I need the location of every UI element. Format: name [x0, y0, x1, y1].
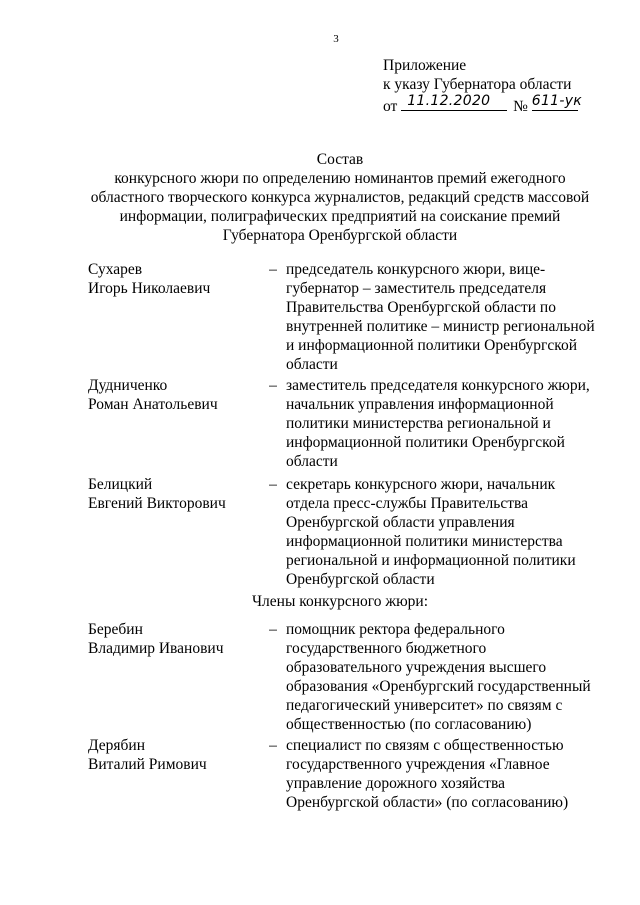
duty-line: Правительства Оренбургской области по	[286, 299, 556, 316]
duty-line: общественностью (по согласованию)	[286, 716, 532, 733]
duty-line: начальник управления информационной	[286, 396, 554, 413]
appendix-date-number-line	[383, 94, 623, 113]
duty-line: области	[286, 453, 338, 470]
appendix-decree-reference: к указу Губернатора области	[383, 76, 572, 93]
given-names: Роман Анатольевич	[88, 396, 218, 413]
duty-line: государственного бюджетного	[286, 640, 487, 657]
duty-description	[286, 620, 596, 734]
given-names: Владимир Иванович	[88, 640, 224, 657]
given-names: Евгений Викторович	[88, 495, 226, 512]
duty-line: помощник ректора федерального	[286, 621, 505, 638]
surname: Белицкий	[88, 476, 153, 493]
duty-description	[286, 475, 596, 589]
duty-line: управление дорожного хозяйства	[286, 775, 505, 792]
members-heading: Члены конкурсного жюри:	[251, 593, 429, 610]
document-title-block	[90, 150, 590, 245]
duty-line: информационной политики министерства	[286, 533, 563, 550]
page-number: 3	[333, 33, 339, 45]
duty-line: образовательного учреждения высшего	[286, 659, 547, 676]
dash: –	[269, 261, 277, 278]
surname: Дерябин	[88, 737, 145, 754]
duty-description	[286, 376, 596, 471]
duty-line: государственного учреждения «Главное	[286, 756, 550, 773]
handwritten-date: 11.12.2020	[407, 93, 491, 109]
date-field	[401, 94, 507, 111]
duty-line: образования «Оренбургский государственный	[286, 678, 591, 695]
duty-description	[286, 736, 596, 812]
duty-line: отдела пресс-службы Правительства	[286, 495, 528, 512]
duty-line: специалист по связям с общественностью	[286, 737, 564, 754]
person-name	[88, 736, 258, 774]
person-name	[88, 475, 258, 513]
surname: Дудниченко	[88, 377, 168, 394]
given-names: Виталий Римович	[88, 756, 207, 773]
title-line-4: Губернатора Оренбургской области	[222, 227, 458, 244]
duty-line: внутренней политике – министр региональной	[286, 318, 595, 335]
duty-line: политики министерства региональной и	[286, 415, 551, 432]
duty-line: губернатор – заместитель председателя	[286, 280, 547, 297]
given-names: Игорь Николаевич	[88, 280, 211, 297]
duty-line: педагогический университет» по связям с	[286, 697, 563, 714]
number-prefix: №	[513, 98, 528, 115]
duty-line: Оренбургской области	[286, 571, 435, 588]
surname: Беребин	[88, 621, 143, 638]
person-name	[88, 376, 258, 414]
dash: –	[269, 737, 277, 754]
duty-line: Оренбургской области» (по согласованию)	[286, 794, 569, 811]
duty-line: региональной и информационной политики	[286, 552, 576, 569]
appendix-label: Приложение	[383, 57, 467, 74]
duty-line: заместитель председателя конкурсного жюри,	[286, 377, 590, 394]
title-line-3: информации, полиграфических предприятий на соискание премий	[119, 208, 561, 225]
duty-line: информационной политики Оренбургской	[286, 434, 565, 451]
handwritten-number: 611-ук	[531, 93, 583, 109]
appendix-block	[383, 56, 623, 113]
person-name	[88, 620, 258, 658]
surname: Сухарев	[88, 261, 143, 278]
person-name	[88, 260, 258, 298]
duty-line: области	[286, 356, 338, 373]
dash: –	[269, 476, 277, 493]
date-prefix: от	[383, 98, 398, 115]
dash: –	[269, 377, 277, 394]
title-line-2: областного творческого конкурса журналистов, редакций средств массовой	[90, 189, 590, 206]
dash: –	[269, 621, 277, 638]
duty-line: Оренбургской области управления	[286, 514, 515, 531]
title-heading: Состав	[316, 151, 364, 168]
duty-description	[286, 260, 596, 374]
duty-line: председатель конкурсного жюри, вице-	[286, 261, 546, 278]
title-line-1: конкурсного жюри по определению номинантов премий ежегодного	[114, 170, 566, 187]
number-field	[531, 93, 583, 111]
duty-line: и информационной политики Оренбургской	[286, 337, 578, 354]
duty-line: секретарь конкурсного жюри, начальник	[286, 476, 556, 493]
